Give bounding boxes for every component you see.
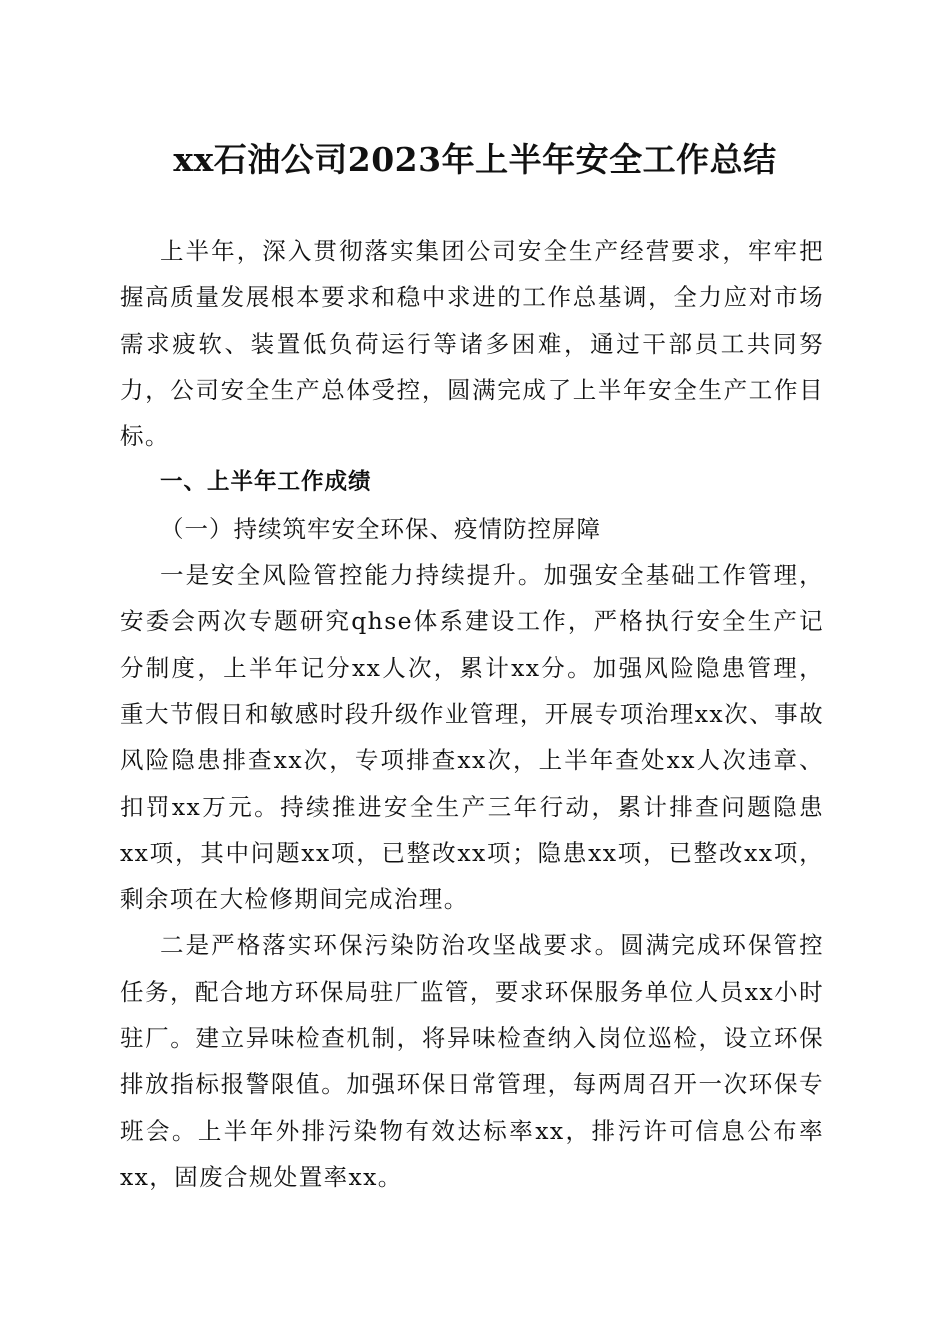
- point-two-lead: 二是严格落实环保污染防治攻坚战要求。: [160, 931, 621, 960]
- document-body: [120, 228, 824, 1200]
- intro-paragraph: 上半年，深入贯彻落实集团公司安全生产经营要求，牢牢把握高质量发展根本要求和稳中求进的工作总基调，全力应对市场需求疲软、装置低负荷运行等诸多困难，通过干部员工共同努力，公司安全生产总体受控，圆满完成了上半年安全生产工作目标。: [120, 237, 824, 451]
- point-one-lead: 一是安全风险管控能力持续提升。: [160, 561, 544, 590]
- point-one-paragraph: [120, 552, 824, 922]
- point-two-paragraph: [120, 922, 824, 1200]
- section-heading-achievements: 一、上半年工作成绩: [160, 469, 372, 496]
- document-title: xx石油公司2023年上半年安全工作总结: [173, 140, 777, 179]
- point-one-body: 加强安全基础工作管理，安委会两次专题研究qhse体系建设工作，严格执行安全生产记分制度，上半年记分xx人次，累计xx分。加强风险隐患管理，重大节假日和敏感时段升级作业管理，开展专项治理xx次、事故风险隐患排查xx次，专项排查xx次，上半年查处xx人次违章、扣罚xx万元。持续推进安全生产三年行动，累计排查问题隐患xx项，其中问题xx项，已整改xx项；隐患xx项，已整改xx项，剩余项在大检修期间完成治理。: [120, 561, 825, 914]
- subsection-heading-safety-barrier: （一）持续筑牢安全环保、疫情防控屏障: [160, 514, 601, 543]
- point-two-body: 圆满完成环保管控任务，配合地方环保局驻厂监管，要求环保服务单位人员xx小时驻厂。建立异味检查机制，将异味检查纳入岗位巡检，设立环保排放指标报警限值。加强环保日常管理，每两周召开一次环保专班会。上半年外排污染物有效达标率xx，排污许可信息公布率xx，固废合规处置率xx。: [120, 931, 825, 1191]
